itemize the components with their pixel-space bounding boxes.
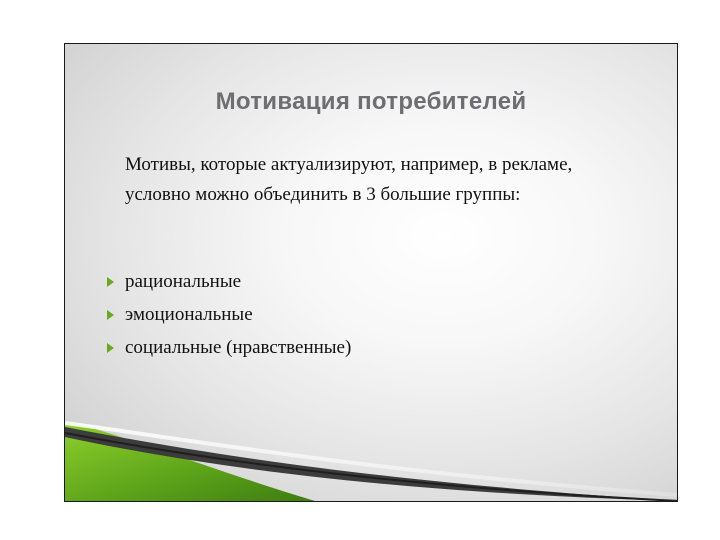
- bullet-list: [107, 265, 351, 364]
- bullet-item-rational: [107, 265, 351, 298]
- green-swoosh-decoration: [65, 421, 678, 501]
- slide: [64, 43, 678, 502]
- intro-text: Мотивы, которые актуализируют, например, в рекламе, условно можно объединить в 3 большие группы:: [125, 154, 573, 205]
- slide-title: Мотивация потребителей: [215, 88, 527, 115]
- triangle-bullet-icon: [107, 310, 114, 320]
- bullet-text: социальные (нравственные): [125, 337, 352, 358]
- triangle-bullet-icon: [107, 277, 114, 287]
- bullet-text: эмоциональные: [125, 304, 253, 325]
- triangle-bullet-icon: [107, 343, 114, 353]
- bullet-item-social: [107, 331, 351, 364]
- bullet-text: рациональные: [125, 271, 242, 292]
- bullet-item-emotional: [107, 298, 351, 331]
